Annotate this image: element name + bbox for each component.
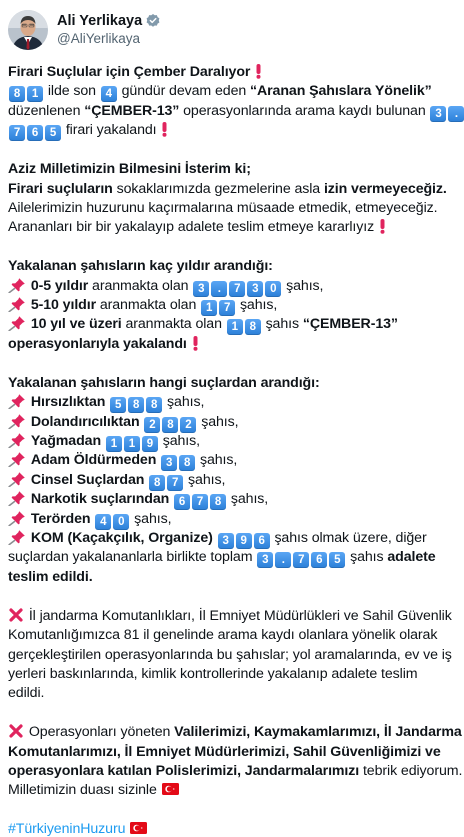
post-title: Firari Suçlular için Çember Daralıyor — [8, 64, 251, 80]
keycap-digit: 3 — [247, 281, 263, 297]
keycap-digit: 1 — [106, 436, 122, 452]
keycap-digit: 7 — [293, 552, 309, 568]
text: aranmakta olan — [99, 297, 197, 314]
text: firari yakalandı — [65, 122, 157, 139]
keycap-digit: 8 — [210, 494, 226, 510]
line-p2-2 — [8, 180, 456, 199]
keycap-digit: 6 — [311, 552, 327, 568]
verified-badge-icon[interactable] — [145, 13, 161, 29]
text: aranmakta olan — [125, 316, 222, 333]
list-item-years — [8, 296, 456, 315]
text: düzenlenen — [8, 102, 81, 119]
keycap-digit: 8 — [128, 397, 144, 413]
pushpin-icon — [8, 297, 27, 313]
text: “Aranan Şahıslara Yönelik” — [250, 83, 432, 100]
keycap-digit: 5 — [45, 125, 61, 141]
text: şahıs, — [201, 413, 239, 430]
text: aranmakta olan — [92, 277, 189, 294]
keycap-digit: . — [211, 281, 227, 297]
hashtag-link[interactable]: #TürkiyeninHuzuru — [8, 821, 126, 837]
keycap-digit: 2 — [144, 417, 160, 433]
line-p5-5: edildi. — [8, 685, 45, 702]
line-p4-end: teslim edildi. — [8, 568, 93, 585]
text: şahıs, — [188, 471, 226, 488]
keycap-number — [200, 297, 236, 313]
author-name-row — [57, 12, 161, 30]
keycap-digit: 3 — [218, 533, 234, 549]
pushpin-icon — [8, 511, 27, 527]
keycap-digit: 3 — [193, 281, 209, 297]
pushpin-icon-glyph — [8, 529, 26, 545]
spacer — [8, 238, 456, 258]
text: operasyonlarında arama kaydı bulunan — [183, 102, 426, 119]
keycap-number — [217, 530, 271, 546]
text: şahıs — [350, 549, 384, 566]
keycap-digit: 7 — [192, 494, 208, 510]
spacer — [8, 704, 456, 724]
keycap-digit: 3 — [161, 455, 177, 471]
text: şahıs, — [134, 510, 172, 527]
red-exclamation-icon — [191, 335, 200, 351]
pushpin-icon-glyph — [8, 413, 26, 429]
tweet-header — [8, 10, 456, 50]
list-item-crime — [8, 413, 456, 432]
keycap-digit: 5 — [110, 397, 126, 413]
line-p5-2: Komutanlığımızca 81 il genelinde arama kaydı olanlara yönelik olarak — [8, 627, 438, 644]
red-cross-mark-glyph — [8, 723, 24, 739]
text: “ÇEMBER-13” — [84, 102, 180, 119]
keycap-digit: 5 — [329, 552, 345, 568]
line-p2-4 — [8, 218, 456, 237]
text: sokaklarımızda gezmelerine asla — [116, 180, 321, 197]
text: operasyonlara katılan Polislerimizi, Jandarmalarımızı — [8, 763, 360, 780]
pushpin-icon-glyph — [8, 490, 26, 506]
list-item-crime — [8, 529, 456, 548]
list-item-crime — [8, 432, 456, 451]
text: Yağmadan — [30, 433, 102, 450]
text: şahıs, — [230, 491, 269, 508]
text: 0-5 yıldır — [30, 277, 89, 294]
line-p6-4 — [8, 781, 456, 800]
line-p5-3: gerçekleştirilen operasyonlarında bu şahıslar; yol aramalarında, ev ve iş — [8, 646, 452, 663]
text: şahıs, — [167, 394, 205, 411]
keycap-number — [100, 83, 118, 99]
pushpin-icon — [8, 414, 27, 430]
text: Narkotik suçlarından — [30, 491, 170, 508]
text: Hırsızlıktan — [30, 394, 106, 411]
pushpin-icon — [8, 472, 27, 488]
turkey-flag-icon — [130, 822, 147, 834]
keycap-digit: 0 — [113, 514, 129, 530]
spacer — [8, 587, 456, 607]
pushpin-icon — [8, 530, 27, 546]
pushpin-icon — [8, 278, 27, 294]
keycap-digit: . — [275, 552, 291, 568]
text: Arananları bir bir yakalayıp adalete teslim etmeye kararlıyız — [8, 219, 375, 236]
keycap-number — [160, 452, 196, 468]
author-name[interactable]: Ali Yerlikaya — [57, 13, 143, 29]
text: suçlardan yakalananlarla birlikte toplam — [8, 549, 253, 566]
pushpin-icon — [8, 491, 27, 507]
keycap-number — [105, 433, 159, 449]
red-cross-mark-icon — [8, 608, 25, 624]
keycap-digit: 3 — [430, 106, 446, 122]
line-p1-3 — [8, 102, 459, 121]
tweet-body — [8, 63, 463, 837]
red-exclamation-icon — [254, 63, 263, 79]
keycap-digit: 9 — [142, 436, 158, 452]
pushpin-icon-glyph — [8, 315, 26, 331]
pushpin-icon — [8, 452, 27, 468]
keycap-digit: 8 — [162, 417, 178, 433]
keycap-digit: 8 — [179, 455, 195, 471]
keycap-digit: 2 — [180, 417, 196, 433]
line-p2-1: Aziz Milletimizin Bilmesini İsterim ki; — [8, 161, 251, 178]
list-item-crime — [8, 451, 456, 470]
keycap-digit: 1 — [27, 86, 43, 102]
line-p5-4: yerleri baskınlarında, kimlik kontrollerinde yakalanıp adalete teslim — [8, 665, 418, 682]
text: 5-10 yıldır — [30, 297, 96, 314]
text: şahıs — [265, 316, 299, 333]
keycap-digit: 9 — [236, 533, 252, 549]
keycap-number — [226, 316, 262, 332]
line-p1-4 — [8, 121, 456, 140]
author-avatar[interactable] — [8, 10, 48, 50]
text: Adam Öldürmeden — [30, 452, 157, 469]
keycap-digit: 1 — [124, 436, 140, 452]
pushpin-icon-glyph — [8, 510, 26, 526]
pushpin-icon-glyph — [8, 451, 26, 467]
keycap-number — [148, 472, 184, 488]
text: İl jandarma Komutanlıkları, İl Emniyet Müdürlükleri ve Sahil Güvenlik — [28, 607, 452, 624]
pushpin-icon-glyph — [8, 296, 26, 312]
keycap-digit: 7 — [229, 281, 245, 297]
spacer — [8, 354, 456, 374]
list-item-crime — [8, 471, 456, 490]
red-cross-mark-icon — [8, 724, 25, 740]
text: Operasyonları yöneten — [28, 724, 171, 741]
author-info — [57, 12, 161, 48]
red-exclamation-icon — [378, 218, 387, 234]
text: şahıs, — [162, 433, 200, 450]
keycap-digit: 8 — [9, 86, 25, 102]
line-p4-heading: Yakalanan şahısların hangi suçlardan arandığı: — [8, 374, 320, 391]
keycap-digit: 1 — [227, 319, 243, 335]
text: operasyonlarıyla yakalandı — [8, 335, 187, 352]
line-p6-3 — [8, 762, 463, 781]
line-hashtag — [8, 820, 456, 837]
pushpin-icon-glyph — [8, 471, 26, 487]
spacer — [8, 141, 456, 161]
pushpin-icon — [8, 394, 27, 410]
pushpin-icon-glyph — [8, 432, 26, 448]
list-item-crime — [8, 393, 456, 412]
text: KOM (Kaçakçılık, Organize) — [30, 529, 213, 546]
keycap-number — [94, 511, 130, 527]
text: Cinsel Suçlardan — [30, 471, 145, 488]
list-item-years — [8, 315, 456, 334]
text: tebrik ediyorum. — [362, 763, 463, 780]
keycap-number — [143, 414, 197, 430]
text: Milletimizin duası sizinle — [8, 782, 157, 799]
text: şahıs, — [199, 452, 238, 469]
pushpin-icon — [8, 433, 27, 449]
keycap-digit: 7 — [9, 125, 25, 141]
text: Valilerimizi, Kaymakamlarımızı, İl Jandarma — [174, 724, 462, 741]
line-p1-2 — [8, 82, 456, 101]
keycap-digit: 7 — [167, 475, 183, 491]
text: 10 yıl ve üzeri — [30, 316, 122, 333]
keycap-number — [109, 394, 163, 410]
line-p6-1 — [8, 723, 462, 742]
list-item-years — [8, 277, 456, 296]
keycap-number — [8, 122, 62, 138]
text: Dolandırıcılıktan — [30, 413, 140, 430]
author-handle[interactable]: @AliYerlikaya — [57, 31, 140, 46]
keycap-number — [429, 103, 464, 119]
text: gündür devam eden — [121, 83, 247, 100]
keycap-digit: 7 — [219, 300, 235, 316]
line-title — [8, 63, 456, 82]
keycap-digit: 1 — [201, 300, 217, 316]
keycap-number — [192, 278, 282, 294]
keycap-digit: 4 — [101, 86, 117, 102]
text: “ÇEMBER-13” — [302, 316, 398, 333]
line-p6-2: Komutanlarımızı, İl Emniyet Müdürlerimizi, Sahil Güvenliğimizi ve — [8, 743, 441, 760]
text: izin vermeyeceğiz. — [323, 180, 447, 197]
pushpin-icon-glyph — [8, 393, 26, 409]
text: şahıs, — [286, 277, 324, 294]
text: şahıs olmak üzere, diğer — [274, 529, 427, 546]
text: adalete — [387, 549, 436, 566]
turkey-flag-icon — [162, 783, 179, 795]
keycap-digit: 6 — [174, 494, 190, 510]
keycap-digit: . — [448, 106, 464, 122]
line-p3-tail — [8, 335, 456, 354]
red-exclamation-icon — [160, 121, 169, 137]
list-item-crime — [8, 510, 456, 529]
text: Firari suçluların — [8, 180, 113, 197]
text: şahıs, — [239, 297, 278, 314]
pushpin-icon — [8, 316, 27, 332]
keycap-digit: 6 — [254, 533, 270, 549]
line-p4-total — [8, 548, 456, 567]
keycap-digit: 8 — [146, 397, 162, 413]
keycap-number — [173, 491, 227, 507]
keycap-number — [256, 549, 346, 565]
keycap-digit: 6 — [27, 125, 43, 141]
keycap-number — [8, 83, 44, 99]
pushpin-icon-glyph — [8, 277, 26, 293]
spacer — [8, 801, 456, 821]
red-cross-mark-glyph — [8, 607, 24, 623]
line-p5-1 — [8, 607, 456, 626]
line-p3-heading: Yakalanan şahısların kaç yıldır arandığı: — [8, 258, 273, 275]
keycap-digit: 4 — [95, 514, 111, 530]
keycap-digit: 8 — [149, 475, 165, 491]
text: ilde son — [47, 83, 96, 100]
keycap-digit: 0 — [265, 281, 281, 297]
keycap-digit: 8 — [245, 319, 261, 335]
line-p2-3: Ailelerimizin huzurunu kaçırmalarına müsaade etmedik, etmeyeceğiz. — [8, 199, 438, 216]
keycap-digit: 3 — [257, 552, 273, 568]
text: Terörden — [30, 510, 91, 527]
list-item-crime — [8, 490, 456, 509]
